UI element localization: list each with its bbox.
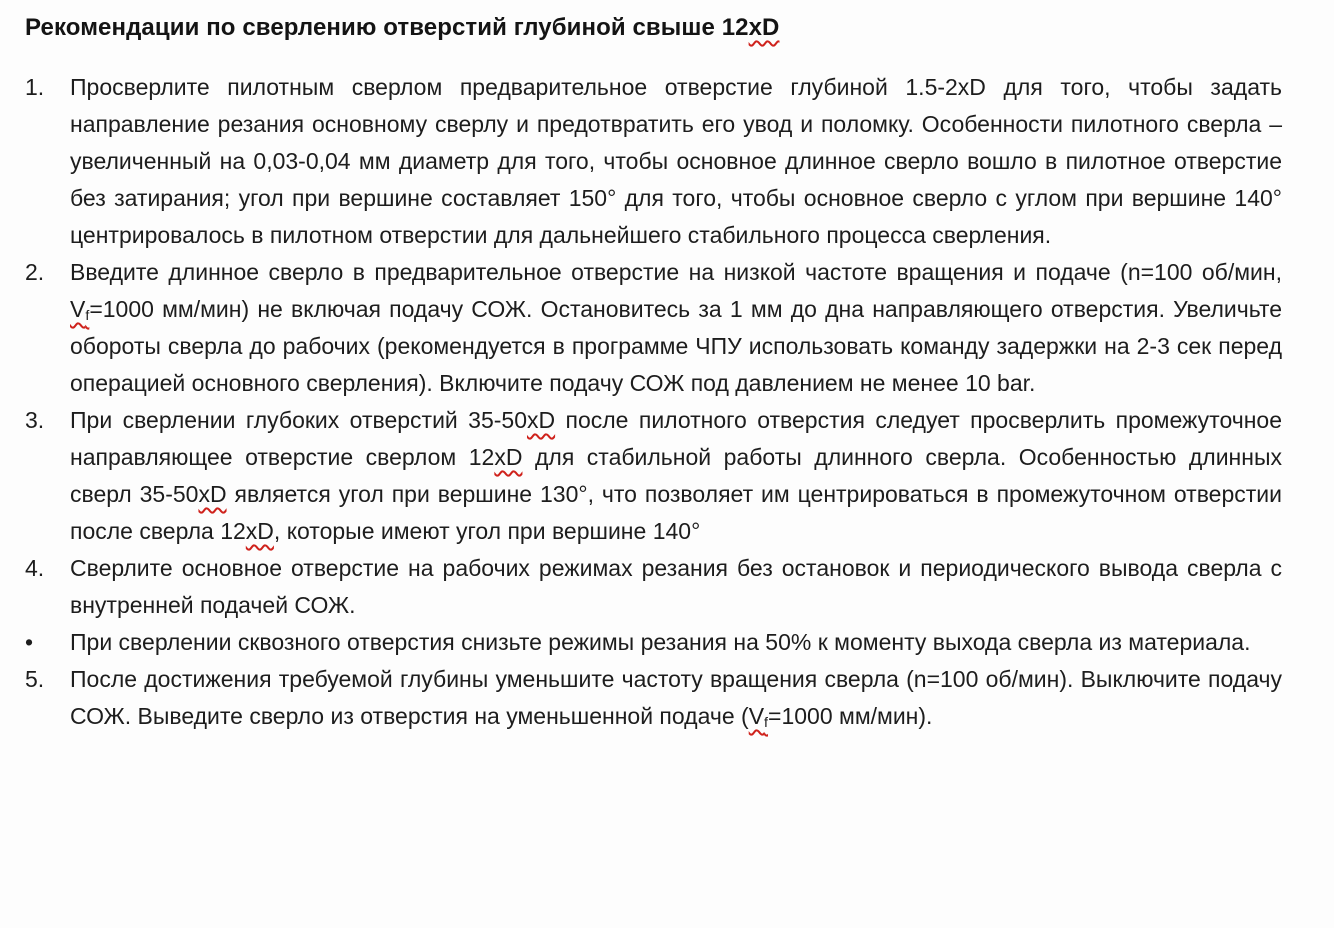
list-item-marker: 3. bbox=[25, 407, 45, 433]
text-run: Введите длинное сверло в предварительное отверстие на низкой частоте вращения и подаче (n=100 об/мин, bbox=[70, 259, 1289, 285]
list-item-text bbox=[70, 550, 1289, 624]
text-run: При сверлении глубоких отверстий 35-50 bbox=[70, 407, 527, 433]
text-run: Рекомендации по сверлению отверстий глубиной свыше 12 bbox=[25, 14, 749, 41]
text-run: После достижения требуемой глубины уменьшите частоту вращения сверла (n=100 об/мин). Выключите подачу СОЖ. Выведите сверло из отверстия на уменьшенной подаче ( bbox=[70, 666, 1289, 729]
spellcheck-flagged-term: f bbox=[85, 308, 90, 325]
spellcheck-flagged-term: V bbox=[70, 296, 86, 322]
text-run: =1000 мм/мин). bbox=[768, 703, 933, 729]
spellcheck-flagged-term: f bbox=[764, 715, 769, 732]
text-run: Просверлите пилотным сверлом предварительное отверстие глубиной 1.5-2xD для того, чтобы задать направление резания основному сверлу и предотвратить его увод и поломку. Особенности пилотного сверла – увеличенный на 0,03-0,04 мм диаметр для того, чтобы основное длинное сверло вошло в пилотное отверстие без затирания; угол при вершине составляет 150° для того, чтобы основное сверло с углом при вершине 140° центрировалось в пилотном отверстии для дальнейшего стабильного процесса сверления. bbox=[70, 74, 1289, 248]
list-item-text bbox=[70, 254, 1289, 402]
list-item-marker: 5. bbox=[25, 666, 45, 692]
text-run: При сверлении сквозного отверстия снизьте режимы резания на 50% к моменту выхода сверла из материала. bbox=[70, 629, 1251, 655]
text-run: , которые имеют угол при вершине 140° bbox=[273, 518, 701, 544]
spellcheck-flagged-term: V bbox=[748, 703, 765, 729]
recommendations-list bbox=[25, 69, 1289, 735]
list-item bbox=[25, 624, 1282, 661]
text-run: после пилотного отверстия следует просверлить промежуточное направляющее отверстие сверлом 12 bbox=[70, 407, 1289, 470]
list-item bbox=[25, 69, 1289, 254]
list-item-marker: 2. bbox=[25, 259, 45, 285]
list-item bbox=[25, 254, 1289, 402]
list-item-text bbox=[70, 402, 1289, 550]
list-item bbox=[25, 550, 1289, 624]
spellcheck-flagged-term: xD bbox=[748, 14, 780, 41]
list-item-marker: 4. bbox=[25, 555, 45, 581]
text-run: для стабильной работы длинного сверла. Особенностью длинных сверл 35-50 bbox=[70, 444, 1289, 507]
text-run: является угол при вершине 130°, что позволяет им центрироваться в промежуточном отверстии после сверла 12 bbox=[70, 481, 1289, 544]
text-run: =1000 мм/мин) не включая подачу СОЖ. Остановитесь за 1 мм до дна направляющего отверстия. Увеличьте обороты сверла до рабочих (рекомендуется в программе ЧПУ использовать команду задержки на 2-3 сек перед операцией основного сверления). Включите подачу СОЖ под давлением не менее 10 bar. bbox=[70, 296, 1289, 396]
list-item-marker: • bbox=[25, 629, 34, 655]
spellcheck-flagged-term: xD bbox=[494, 444, 523, 470]
document-title bbox=[25, 12, 1282, 44]
list-item-text bbox=[70, 69, 1289, 254]
list-item-marker: 1. bbox=[25, 74, 45, 100]
list-item bbox=[25, 402, 1289, 550]
list-item-text bbox=[70, 661, 1289, 735]
spellcheck-flagged-term: xD bbox=[245, 518, 274, 544]
list-item bbox=[25, 661, 1289, 735]
spellcheck-flagged-term: xD bbox=[526, 407, 556, 433]
text-run: Сверлите основное отверстие на рабочих режимах резания без остановок и периодического вывода сверла с внутренней подачей СОЖ. bbox=[70, 555, 1289, 618]
list-item-text bbox=[70, 624, 1282, 661]
spellcheck-flagged-term: xD bbox=[198, 481, 227, 507]
